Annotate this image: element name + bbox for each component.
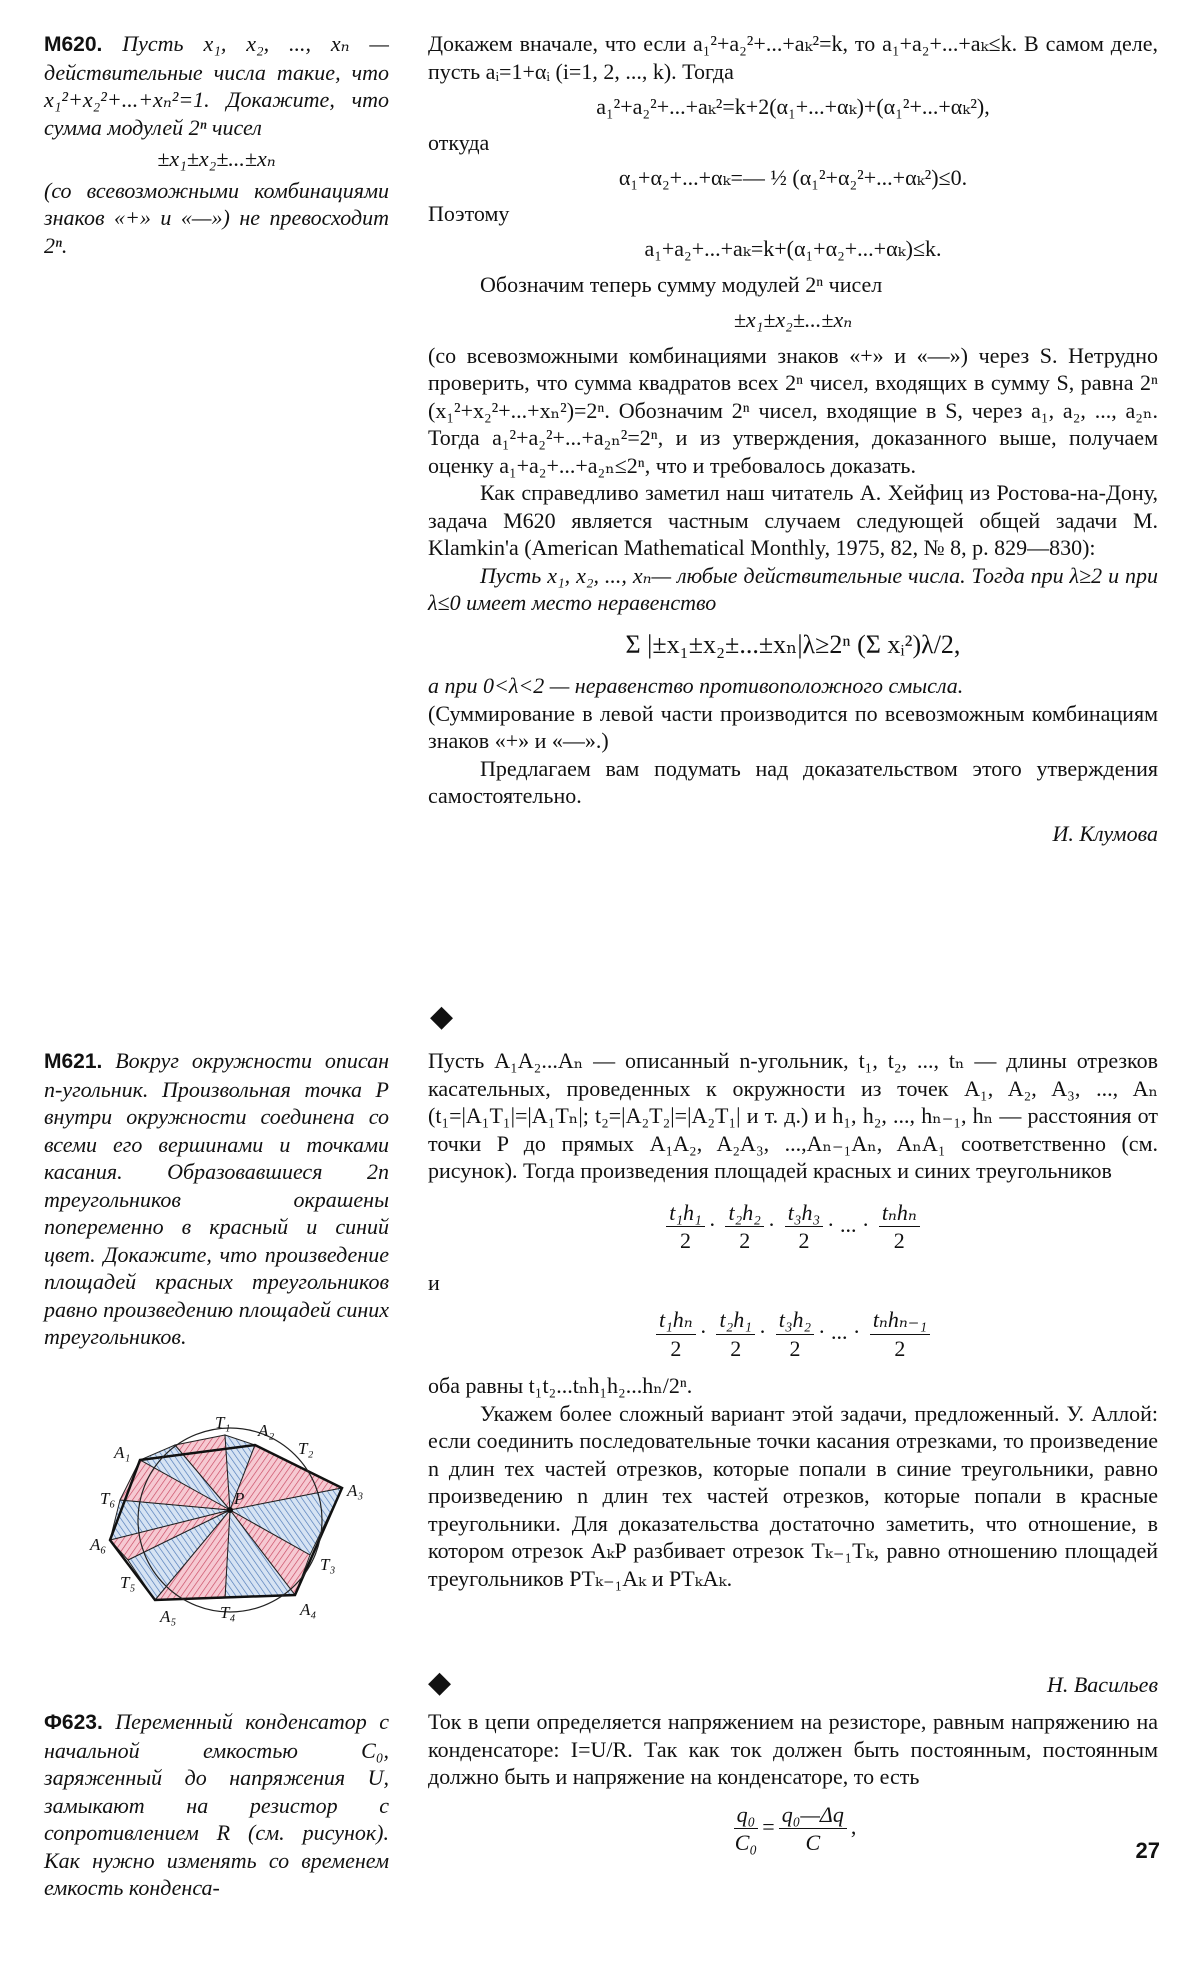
label-p: P	[234, 1489, 245, 1508]
m620-signature: И. Клумова	[1052, 820, 1158, 846]
m620-sol-f3: a₁+a₂+...+aₖ=k+(α₁+α₂+...+αₖ)≤k.	[644, 236, 942, 261]
m620-problem-text-b: (со всевозможными комбинациями знаков «+» и «—») не превосходит 2ⁿ.	[44, 177, 389, 258]
m620-problem-formula: ±x₁±x₂±...±xₙ	[157, 146, 276, 171]
frac-num: t₂h₂	[725, 1199, 763, 1228]
frac-num: t₁hₙ	[656, 1306, 696, 1335]
f623-sol-p1: Ток в цепи определяется напряжением на резисторе, равным напряжению на конденсаторе: I=U/R. Так как ток должен быть постоянным, постоянным должно быть и напряжение на конденсаторе, то есть	[428, 1709, 1158, 1789]
m621-sol-p1: Пусть A₁A₂...Aₙ — описанный n-угольник, t₁, t₂, ..., tₙ — длины отрезков касательных, проведенных к окружности из точек A₁, A₂, A₃, ..., Aₙ (t₁=|A₁T₁|=|A₁Tₙ|; t₂=|A₂T₂|=|A₂T₁| и т. д.) и h₁, h₂, ..., hₙ₋₁, hₙ — расстояния от точки P до прямых A₁A₂, A₂A₃, ...,Aₙ₋₁Aₙ, AₙA₁ соответственно (см. рисунок). Тогда произведения площадей красных и синих треугольников	[428, 1048, 1158, 1183]
m620-sol-otkuda: откуда	[428, 129, 490, 155]
frac-num: q₀	[734, 1801, 759, 1830]
label-t6: T₆	[100, 1489, 116, 1508]
frac-den: C₀	[734, 1830, 758, 1855]
m621-problem-text: Вокруг окружности описан n-угольник. Произвольная точка P внутри окружности соединена со всеми его вершинами и точками касания. Образовавшиеся 2n треугольников окрашены попеременно в красный и синий цвет. Докажите, что произведение площадей красных треугольников равно произведению площадей синих треугольников.	[44, 1048, 389, 1349]
label-a3: A₃	[347, 1481, 364, 1500]
f623-problem-text: Переменный конденсатор с начальной емкостью C₀, заряженный до напряжения U, замыкают на резистор с сопротивлением R (см. рисунок). Как нужно изменять со временем емкость конденса-	[44, 1709, 389, 1900]
polygon-figure	[80, 1400, 380, 1670]
formula-tail: ,	[850, 1813, 857, 1839]
frac-num: t₁h₁	[666, 1199, 704, 1228]
label-a5: A₅	[160, 1607, 177, 1626]
m621-sol-p2: оба равны t₁t₂...tₙh₁h₂...hₙ/2ⁿ.	[428, 1373, 693, 1398]
frac-den: 2	[730, 1335, 742, 1361]
m621-solution	[428, 1047, 1158, 1592]
m620-sol-f2: α₁+α₂+...+αₖ=— ½ (α₁²+α₂²+...+αₖ²)≤0.	[618, 165, 968, 190]
m620-problem	[44, 30, 389, 259]
m620-tag: М620.	[44, 33, 103, 56]
m620-sol-p5: Пусть x₁, x₂, ..., xₙ— любые действительные числа. Тогда при λ≥2 и при λ≤0 имеет место неравенство	[428, 562, 1158, 615]
m620-sol-p2: Обозначим теперь сумму модулей 2ⁿ чисел	[480, 271, 883, 297]
m620-sol-p3: (со всевозможными комбинациями знаков «+» и «—») через S. Нетрудно проверить, что сумма квадратов всех 2ⁿ чисел, входящих в сумму S, равна 2ⁿ (x₁²+x₂²+...+xₙ²)=2ⁿ. Обозначим 2ⁿ чисел, входящие в S, через a₁, a₂, ..., a₂ₙ. Тогда a₁²+a₂²+...+a₂ₙ²=2ⁿ, и из утверждения, доказанного выше, получаем оценку a₁+a₂+...+a₂ₙ≤2ⁿ, что и требовалось доказать.	[428, 342, 1158, 478]
label-a1: A₁	[114, 1443, 131, 1462]
label-a2: A₂	[258, 1421, 275, 1440]
frac-den: 2	[670, 1335, 682, 1361]
m621-signature: Н. Васильев	[1046, 1672, 1158, 1697]
f623-tag: Ф623.	[44, 1711, 103, 1734]
frac-num: tₙhₙ₋₁	[870, 1306, 930, 1335]
m620-problem-text-a: Пусть x₁, x₂, ..., xₙ — действительные числа такие, что x₁²+x₂²+...+xₙ²=1. Докажите, что сумма модулей 2ⁿ чисел	[44, 31, 389, 140]
label-t5: T₅	[120, 1573, 136, 1592]
point-p	[227, 1507, 233, 1513]
label-a6: A₆	[90, 1535, 107, 1554]
m621-and: и	[428, 1269, 440, 1295]
m620-sol-p1: Докажем вначале, что если a₁²+a₂²+...+aₖ²=k, то a₁+a₂+...+aₖ≤k. В самом деле, пусть aᵢ=1+αᵢ (i=1, 2, ..., k). Тогда	[428, 31, 1158, 84]
m621-formula-2: $\frac{\text{t₁hₙ}}{2}$ · $\frac{\text{t₂h₁}}{2}$ · $\frac{\text{t₃h₂}}{2}$ · ... · $\frac{\text{tₙhₙ₋₁}}{2}$	[428, 1306, 1158, 1362]
m621-figure	[80, 1400, 380, 1670]
f623-problem	[44, 1708, 389, 1902]
m620-sol-poetomu: Поэтому	[428, 200, 510, 226]
frac-num: t₂h₁	[716, 1306, 754, 1335]
frac-num: t₃h₃	[785, 1199, 823, 1228]
label-t4: T₄	[220, 1603, 236, 1622]
label-t2: T₂	[298, 1439, 314, 1458]
m620-sol-p7: Предлагаем вам подумать над доказательством этого утверждения самостоятельно.	[428, 755, 1158, 808]
frac-den: 2	[893, 1228, 905, 1253]
frac-den: 2	[789, 1335, 801, 1361]
m620-sol-p6: а при 0<λ<2 — неравенство противоположного смысла.	[428, 673, 964, 698]
m620-solution	[428, 30, 1158, 847]
m620-sol-f4: ±x₁±x₂±...±xₙ	[733, 307, 853, 332]
frac-num: q₀—Δq	[779, 1801, 847, 1830]
page-number: 27	[1135, 1838, 1160, 1863]
section-diamond-2: ◆	[428, 1666, 452, 1699]
frac-den: 2	[679, 1228, 691, 1253]
frac-den: C	[805, 1830, 821, 1855]
label-a4: A₄	[300, 1600, 317, 1619]
m621-sol-p3: Укажем более сложный вариант этой задачи, предложенный. У. Аллой: если соединить последовательные точки касания отрезками, то произведение n длин тех частей отрезков, которые попали в синие треугольники, равно произведению n длин тех частей отрезков, которые попали в красные треугольники. Для доказательства достаточно заметить, что отношение, в котором отрезок AₖP разбивает отрезок Tₖ₋₁Tₖ, равно отношению площадей треугольников PTₖ₋₁Aₖ и PTₖAₖ.	[428, 1400, 1158, 1591]
frac-den: 2	[798, 1228, 810, 1253]
m621-tag: М621.	[44, 1050, 103, 1073]
m621-formula-1: $\frac{\text{t₁h₁}}{2}$ · $\frac{\text{t₂h₂}}{2}$ · $\frac{\text{t₃h₃}}{2}$ · ... · $\frac{\text{tₙhₙ}}{2}$	[428, 1199, 1158, 1255]
frac-den: 2	[894, 1335, 906, 1361]
label-t1: T₁	[215, 1413, 231, 1432]
frac-num: t₃h₂	[776, 1306, 814, 1335]
m621-problem	[44, 1047, 389, 1351]
m620-sol-p6b: (Суммирование в левой части производится по всевозможным комбинациям знаков «+» и «—».)	[428, 700, 1158, 753]
m620-sol-p4: Как справедливо заметил наш читатель А. Хейфиц из Ростова-на-Дону, задача М620 является частным случаем следующей общей задачи M. Klamkin'a (American Mathematical Monthly, 1975, 82, № 8, p. 829—830):	[428, 480, 1158, 560]
f623-formula: $\frac{\text{q₀}}{\text{C₀}}$ = $\frac{\text{q₀—Δq}}{C}$ ,	[734, 1801, 857, 1855]
label-t3: T₃	[320, 1555, 336, 1574]
section-diamond-1: ◆	[430, 1000, 454, 1033]
frac-den: 2	[739, 1228, 751, 1253]
m620-sol-f5: Σ |±x₁±x₂±...±xₙ|λ≥2ⁿ (Σ xᵢ²)λ/2,	[625, 629, 961, 659]
frac-num: tₙhₙ	[879, 1199, 920, 1228]
f623-solution	[428, 1708, 1158, 1867]
m620-sol-f1: a₁²+a₂²+...+aₖ²=k+2(α₁+...+αₖ)+(α₁²+...+αₖ²),	[596, 94, 990, 119]
